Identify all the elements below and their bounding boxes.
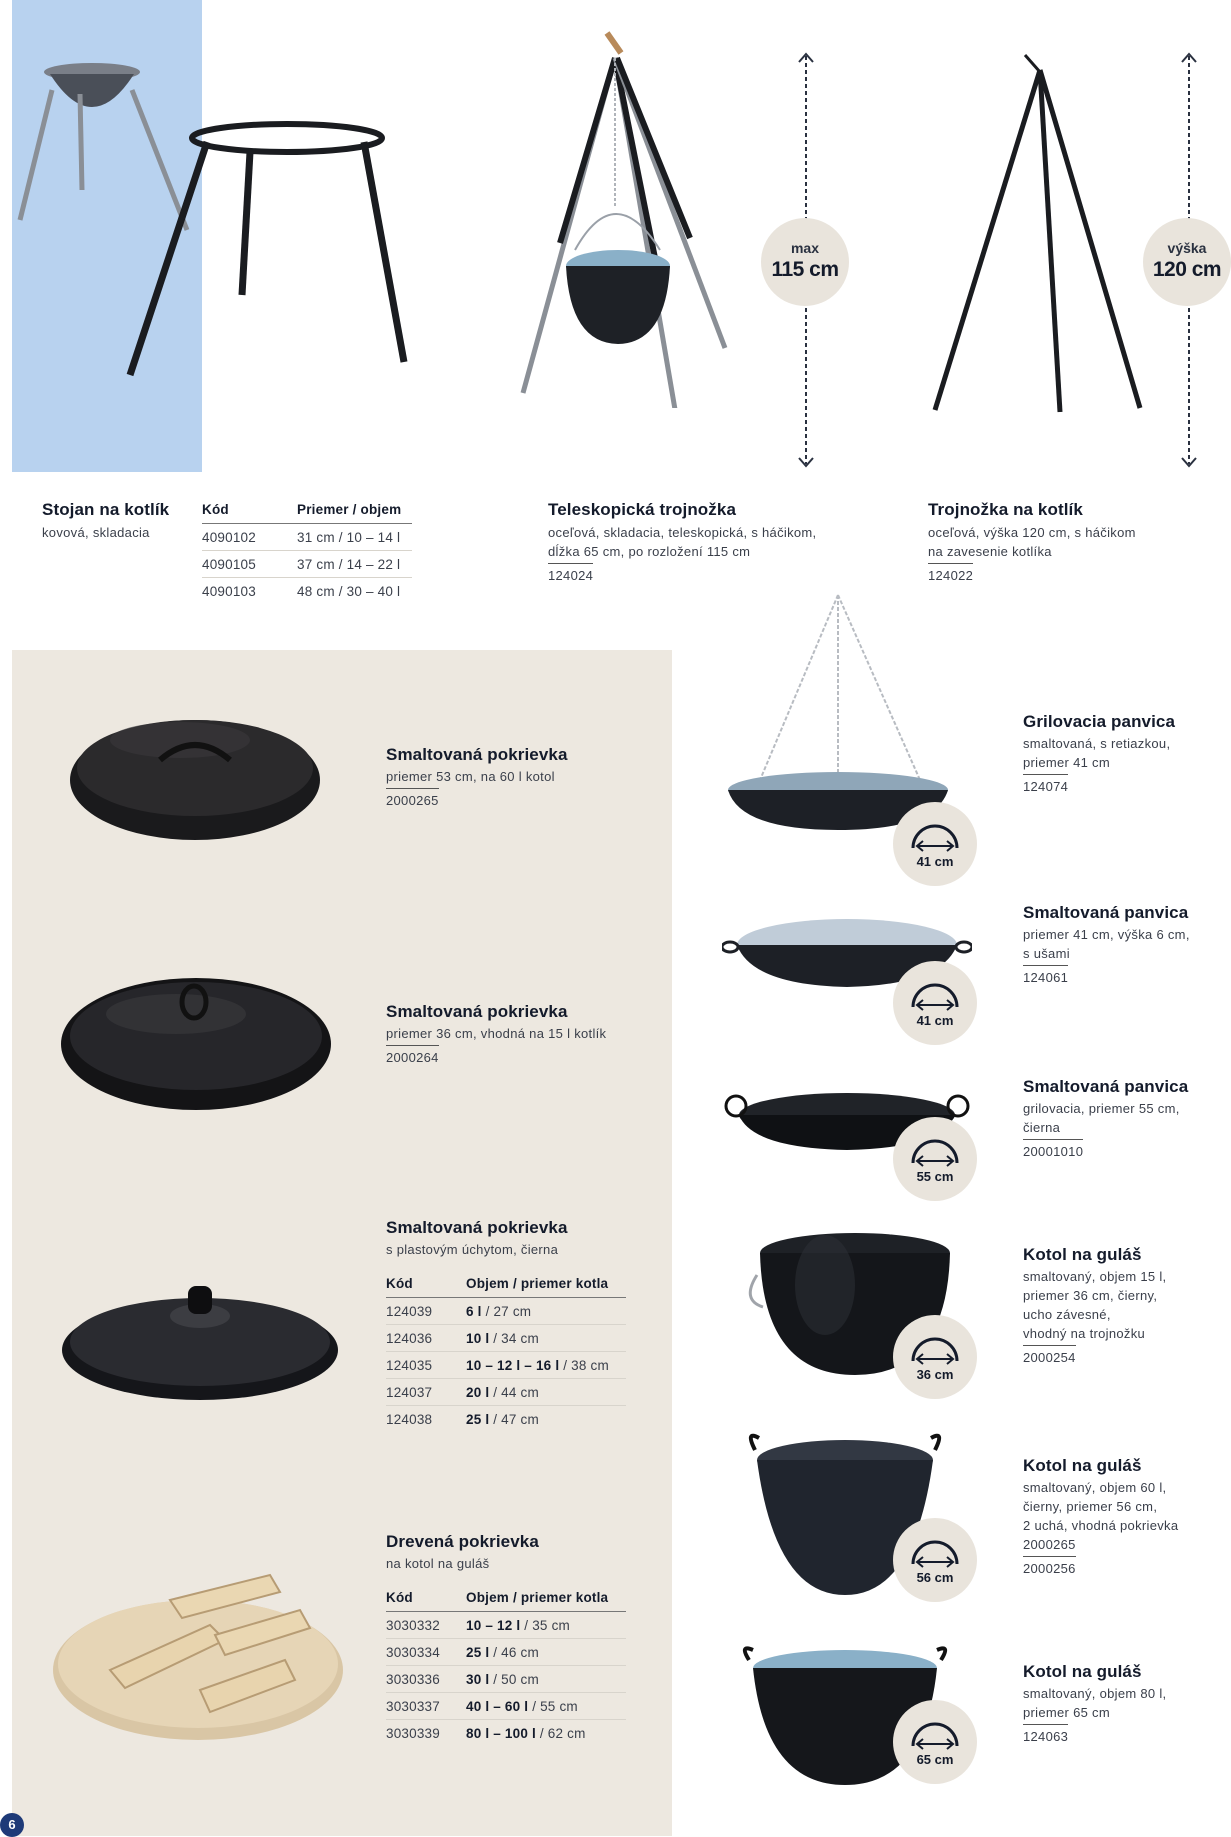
diameter: / 47 cm: [489, 1412, 539, 1427]
table-row: [386, 1406, 626, 1433]
volume: 40 l – 60 l: [466, 1699, 529, 1714]
code-cell: 124038: [386, 1412, 433, 1427]
table-row: [386, 1693, 626, 1720]
product-desc-line: smaltovaný, objem 15 l,: [1023, 1269, 1167, 1284]
lid-53-info: [386, 745, 568, 810]
product-code: 20001010: [1023, 1144, 1084, 1159]
stojan-spec-table: [202, 502, 412, 604]
diameter-arrow-icon: [907, 1714, 963, 1750]
diameter: / 35 cm: [520, 1618, 570, 1633]
badge-label: výška: [1167, 240, 1207, 256]
product-desc: priemer 36 cm, vhodná na 15 l kotlík: [386, 1026, 607, 1041]
table-row: [386, 1298, 626, 1325]
size-value: 41 cm: [916, 854, 954, 869]
wooden-lid-image: [50, 1560, 350, 1740]
lid-plastic-table: [386, 1276, 626, 1432]
code-cell: 124035: [386, 1352, 466, 1379]
product-code: 124024: [548, 568, 594, 583]
product-desc: kovová, skladacia: [42, 525, 150, 540]
product-code: 2000265: [386, 793, 439, 808]
grill-pan-black-info: [1023, 1077, 1188, 1161]
product-title: Smaltovaná pokrievka: [386, 1218, 568, 1237]
product-title: Smaltovaná pokrievka: [386, 1002, 568, 1021]
size-badge: [893, 961, 977, 1045]
height-badge: [1143, 218, 1231, 306]
volume: 10 – 12 l – 16 l: [466, 1358, 560, 1373]
product-title: Smaltovaná panvica: [1023, 1077, 1189, 1096]
product-title: Trojnožka na kotlík: [928, 500, 1083, 519]
kettle-15-info: [1023, 1245, 1166, 1367]
table-row: [386, 1666, 626, 1693]
volume: 20 l: [466, 1385, 490, 1400]
lid-36-image: [56, 962, 336, 1122]
table-row: [386, 1325, 626, 1352]
product-title: Grilovacia panvica: [1023, 712, 1176, 731]
table-row: [202, 524, 412, 551]
trojnozka-info: [928, 500, 1136, 585]
product-desc-line: oceľová, skladacia, teleskopická, s háčikom,: [548, 525, 817, 540]
size-value: 36 cm: [916, 1367, 954, 1382]
code-cell: 3030337: [386, 1693, 466, 1720]
stand-image: [12, 30, 432, 390]
code-cell: 4090105: [202, 551, 297, 578]
product-desc: na kotol na guláš: [386, 1556, 490, 1571]
volume: 10 – 12 l: [466, 1618, 521, 1633]
product-code: 2000264: [386, 1050, 439, 1065]
enamel-pan-info: [1023, 903, 1190, 987]
wood-lid-table: [386, 1590, 626, 1746]
lid-plastic-image: [60, 1270, 340, 1410]
value-cell: 31 cm / 10 – 14 l: [297, 524, 412, 551]
lid-53-image: [60, 700, 330, 860]
stojan-info: [42, 500, 169, 542]
product-code: 2000256: [1023, 1561, 1076, 1576]
diameter-arrow-icon: [907, 1131, 963, 1167]
size-value: 65 cm: [916, 1752, 954, 1767]
product-code: 2000254: [1023, 1350, 1076, 1365]
value-cell: 48 cm / 30 – 40 l: [297, 584, 401, 599]
col-header: Kód: [386, 1590, 466, 1612]
product-desc-line: smaltovaná, s retiazkou,: [1023, 736, 1171, 751]
diameter: / 46 cm: [489, 1645, 539, 1660]
size-value: 41 cm: [916, 1013, 954, 1028]
kettle-60-info: [1023, 1456, 1178, 1578]
table-row: [386, 1639, 626, 1666]
page-number: 6: [0, 1813, 24, 1837]
diameter: / 38 cm: [559, 1358, 609, 1373]
product-title: Smaltovaná panvica: [1023, 903, 1189, 922]
volume: 25 l: [466, 1412, 490, 1427]
lid-36-info: [386, 1002, 606, 1067]
col-header: Priemer / objem: [297, 502, 412, 524]
diameter-arrow-icon: [907, 1532, 963, 1568]
size-badge: [893, 1117, 977, 1201]
kettle-80-info: [1023, 1662, 1166, 1746]
volume: 6 l: [466, 1304, 482, 1319]
product-title: Stojan na kotlík: [42, 500, 170, 519]
teleskop-info: [548, 500, 816, 585]
diameter: / 62 cm: [535, 1726, 586, 1741]
product-code: 124022: [928, 568, 974, 583]
code-cell: 4090103: [202, 584, 256, 599]
code-cell: 3030332: [386, 1612, 466, 1639]
product-desc-line: 2000265: [1023, 1537, 1076, 1552]
size-badge: [893, 1518, 977, 1602]
table-row: [386, 1612, 626, 1639]
badge-value: 120 cm: [1152, 258, 1222, 281]
col-header: Kód: [202, 502, 297, 524]
col-header: Objem / priemer kotla: [466, 1276, 626, 1298]
product-desc-line: priemer 41 cm: [1023, 755, 1110, 770]
product-title: Smaltovaná pokrievka: [386, 745, 568, 764]
volume: 30 l: [466, 1672, 490, 1687]
product-desc-line: na zavesenie kotlíka: [928, 544, 1052, 559]
size-value: 55 cm: [916, 1169, 954, 1184]
size-badge: [893, 1315, 977, 1399]
col-header: Kód: [386, 1276, 466, 1298]
wood-lid-info: [386, 1532, 539, 1573]
product-code: 124063: [1023, 1729, 1069, 1744]
product-desc-line: ucho závesné,: [1023, 1307, 1111, 1322]
product-desc-line: čierna: [1023, 1120, 1061, 1135]
diameter: / 27 cm: [481, 1304, 532, 1319]
diameter-arrow-icon: [907, 1329, 963, 1365]
diameter-arrow-icon: [907, 816, 963, 852]
product-title: Kotol na guláš: [1023, 1662, 1142, 1681]
code-cell: 124036: [386, 1325, 466, 1352]
product-desc-line: priemer 41 cm, výška 6 cm,: [1023, 927, 1190, 942]
code-cell: 3030336: [386, 1666, 466, 1693]
code-cell: 124037: [386, 1379, 466, 1406]
value-cell: 37 cm / 14 – 22 l: [297, 551, 412, 578]
lid-plastic-info: [386, 1218, 568, 1259]
product-title: Drevená pokrievka: [386, 1532, 539, 1551]
product-desc-line: oceľová, výška 120 cm, s háčikom: [928, 525, 1136, 540]
size-badge: [893, 1700, 977, 1784]
product-desc-line: priemer 65 cm: [1023, 1705, 1110, 1720]
grill-pan-chain-info: [1023, 712, 1175, 796]
telescopic-tripod-image: [515, 28, 745, 408]
product-desc-line: dĺžka 65 cm, po rozložení 115 cm: [548, 544, 751, 559]
table-row: [202, 578, 412, 605]
diameter: / 34 cm: [489, 1331, 539, 1346]
volume: 10 l: [466, 1331, 490, 1346]
product-desc: s plastovým úchytom, čierna: [386, 1242, 559, 1257]
product-title: Kotol na guláš: [1023, 1245, 1142, 1264]
diameter: / 55 cm: [528, 1699, 578, 1714]
diameter: / 50 cm: [489, 1672, 539, 1687]
product-desc-line: grilovacia, priemer 55 cm,: [1023, 1101, 1180, 1116]
product-desc-line: čierny, priemer 56 cm,: [1023, 1499, 1158, 1514]
table-row: [386, 1352, 626, 1379]
product-desc-line: smaltovaný, objem 60 l,: [1023, 1480, 1167, 1495]
product-desc-line: s ušami: [1023, 946, 1070, 961]
badge-label: max: [790, 240, 820, 256]
table-row: [386, 1379, 626, 1406]
product-desc-line: smaltovaný, objem 80 l,: [1023, 1686, 1167, 1701]
product-desc-line: vhodný na trojnožku: [1023, 1326, 1146, 1341]
badge-value: 115 cm: [771, 258, 839, 281]
product-code: 124074: [1023, 779, 1069, 794]
code-cell: 3030339: [386, 1726, 440, 1741]
diameter: / 44 cm: [489, 1385, 539, 1400]
code-cell: 124039: [386, 1298, 466, 1325]
product-desc-line: 2 uchá, vhodná pokrievka: [1023, 1518, 1179, 1533]
table-row: [386, 1720, 626, 1747]
product-code: 124061: [1023, 970, 1069, 985]
col-header: Objem / priemer kotla: [466, 1590, 626, 1612]
size-value: 56 cm: [916, 1570, 954, 1585]
code-cell: 4090102: [202, 524, 297, 551]
product-title: Teleskopická trojnožka: [548, 500, 737, 519]
product-title: Kotol na guláš: [1023, 1456, 1142, 1475]
max-height-badge: [761, 218, 849, 306]
volume: 25 l: [466, 1645, 490, 1660]
table-row: [202, 551, 412, 578]
size-badge: [893, 802, 977, 886]
product-desc: priemer 53 cm, na 60 l kotol: [386, 769, 555, 784]
volume: 80 l – 100 l: [466, 1726, 536, 1741]
code-cell: 3030334: [386, 1639, 466, 1666]
product-desc-line: priemer 36 cm, čierny,: [1023, 1288, 1158, 1303]
tripod-image: [925, 50, 1155, 420]
diameter-arrow-icon: [907, 975, 963, 1011]
